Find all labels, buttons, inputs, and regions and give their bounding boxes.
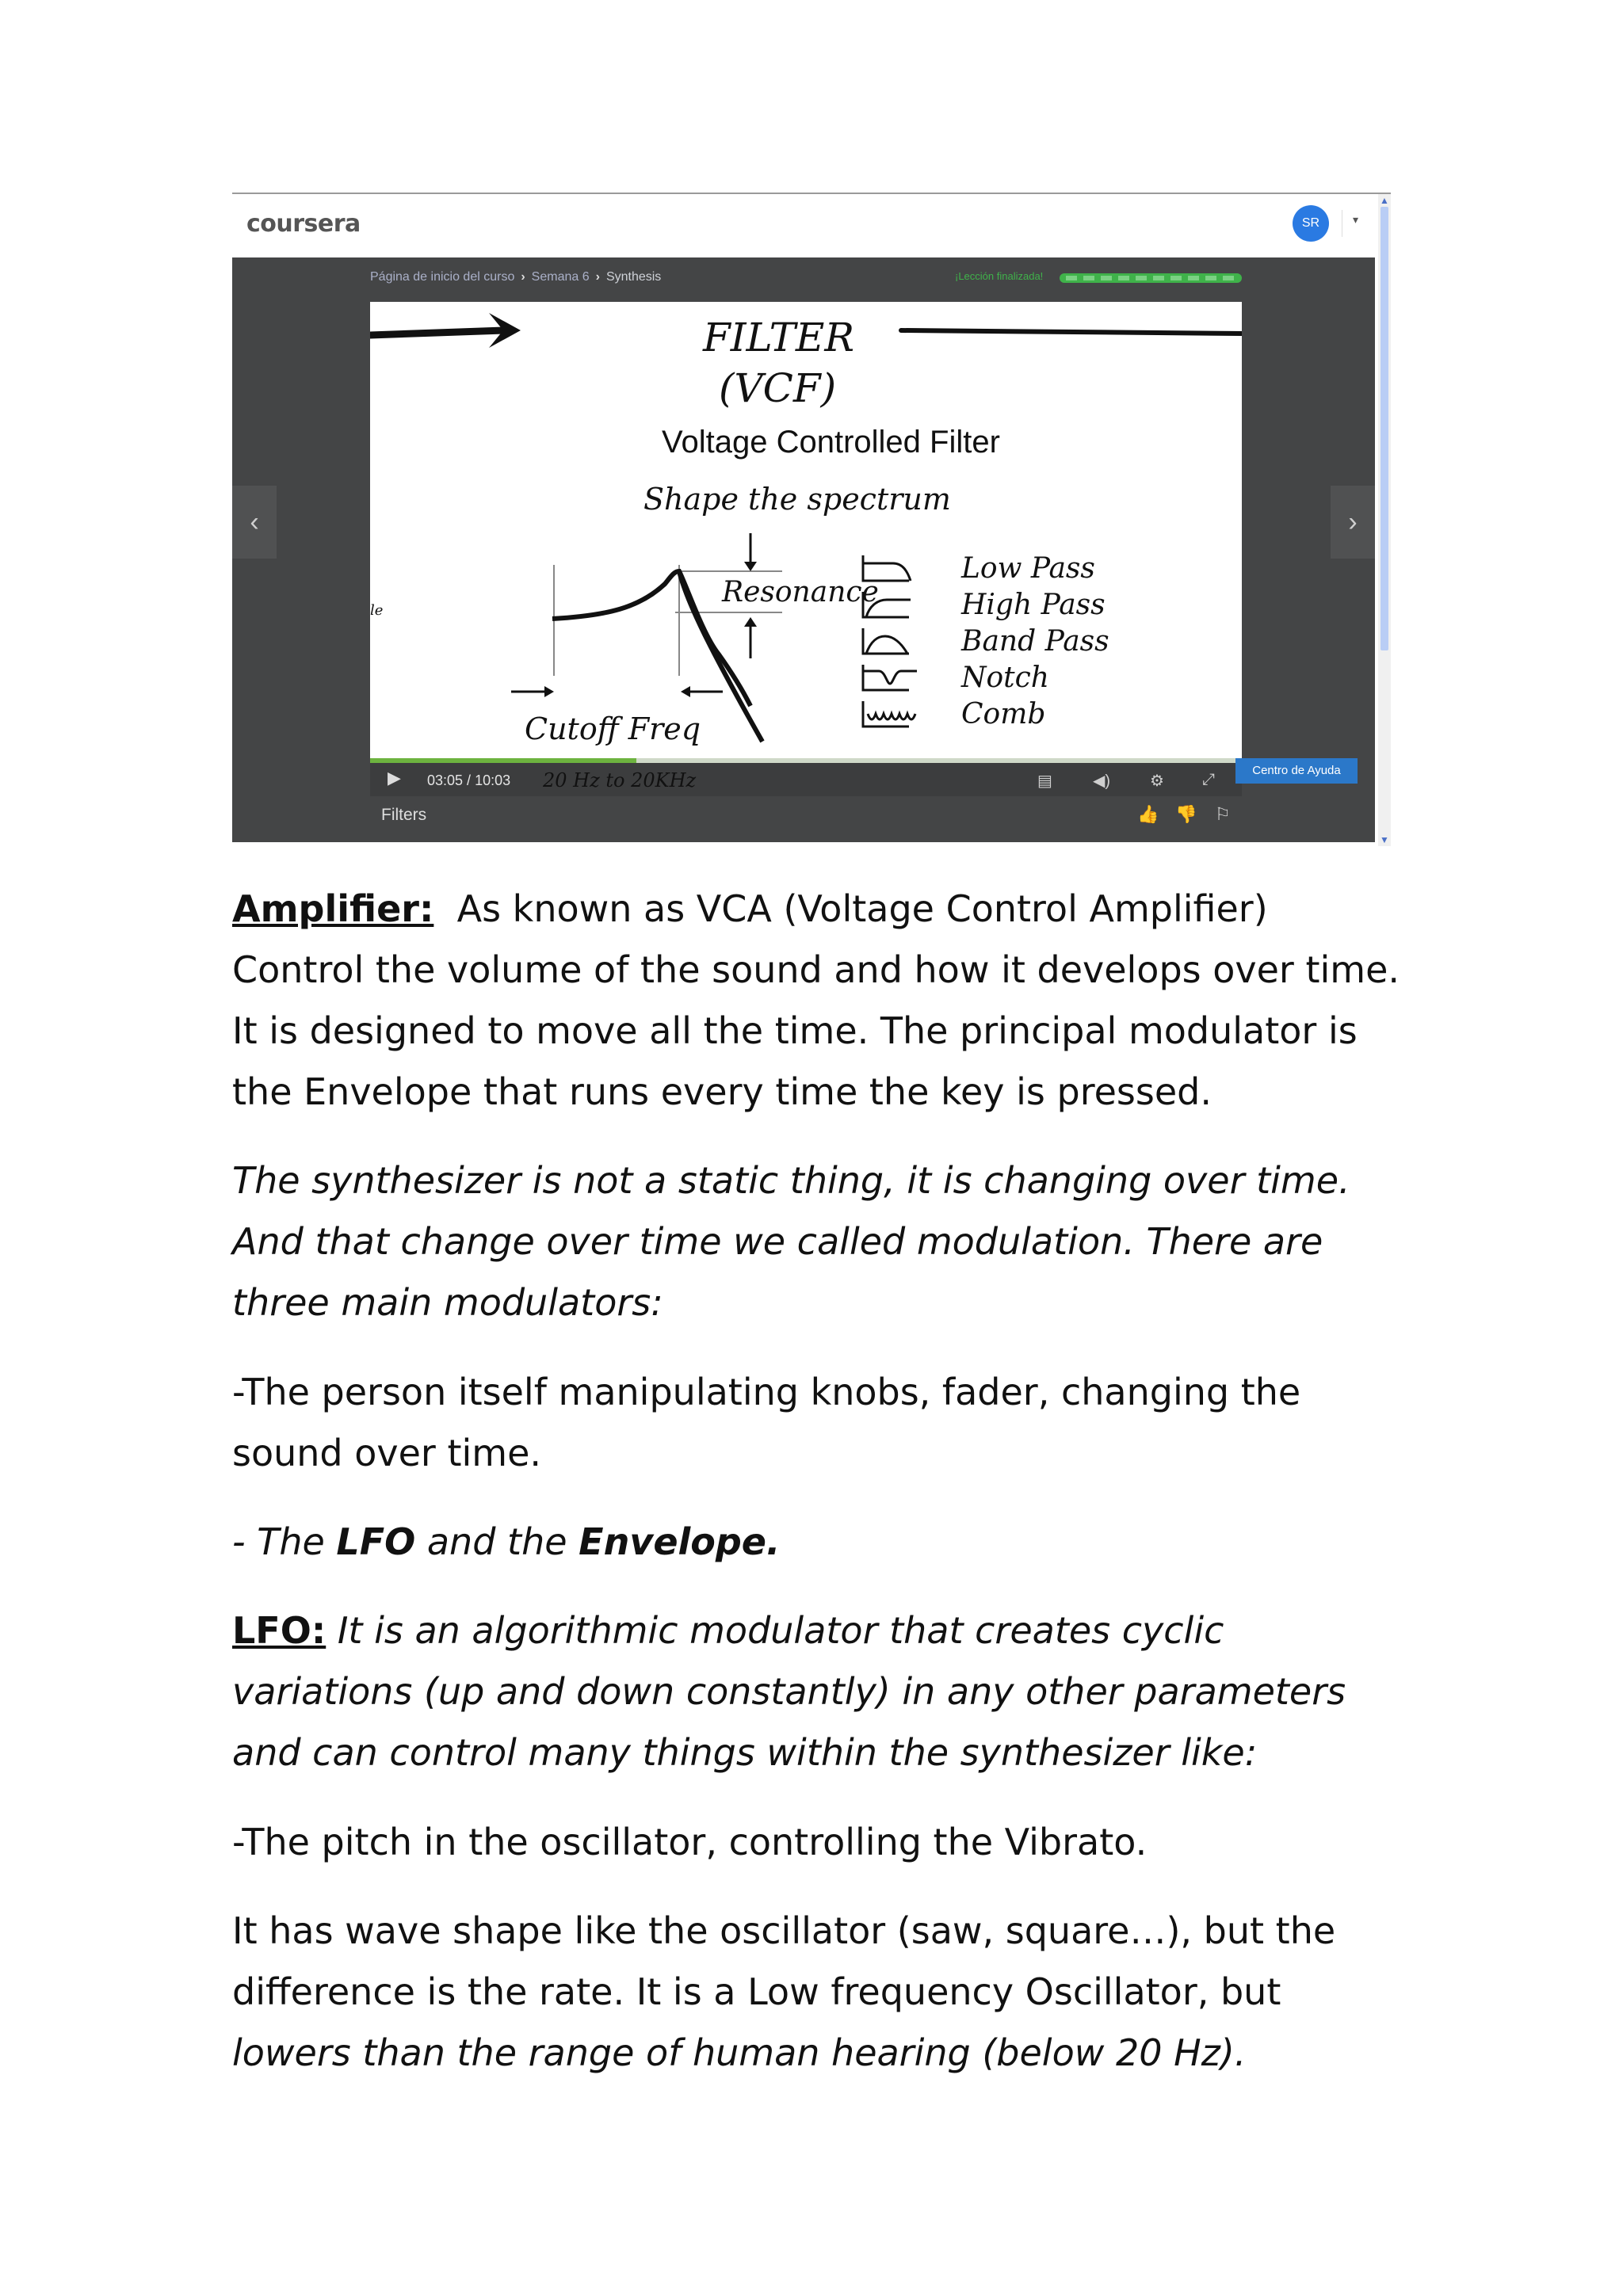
rate-paragraph [232, 1901, 1405, 2084]
fullscreen-icon[interactable]: ⤢ [1202, 771, 1215, 788]
modulator-person-paragraph: -The person itself manipulating knobs, fader, changing the sound over time. [232, 1371, 1301, 1474]
thumbs-down-icon[interactable]: 👎 [1175, 804, 1197, 824]
video-player-area [232, 257, 1375, 842]
lfo-heading: LFO: [232, 1609, 327, 1652]
lfo-term: LFO [336, 1520, 416, 1563]
filter-type-band-pass: Band Pass [961, 625, 1109, 658]
amplifier-heading: Amplifier: [232, 887, 434, 930]
current-time: 03:05 [427, 772, 464, 788]
video-frame[interactable] [370, 302, 1242, 763]
range-label-overlay [543, 769, 725, 790]
help-center-button[interactable]: Centro de Ayuda [1235, 758, 1358, 784]
flag-icon[interactable]: ⚐ [1215, 804, 1231, 824]
lfo-envelope-joiner: and the [415, 1520, 579, 1563]
settings-gear-icon[interactable]: ⚙ [1150, 772, 1164, 790]
board-title-line1: FILTER [703, 315, 855, 360]
scrollbar[interactable] [1378, 194, 1391, 846]
lfo-paragraph [232, 1600, 1405, 1783]
board-title-line2: (VCF) [719, 365, 837, 411]
resonance-label: Resonance [722, 576, 879, 608]
filter-type-high-pass: High Pass [961, 589, 1106, 621]
lesson-status: ¡Lección finalizada! [955, 270, 1044, 282]
amplifier-paragraph [232, 879, 1411, 1123]
chevron-right-icon: › [521, 270, 525, 284]
scroll-up-icon[interactable]: ▲ [1380, 195, 1389, 206]
board-subtitle: Voltage Controlled Filter [662, 425, 1000, 460]
video-time: 03:05 / 10:03 [427, 772, 511, 788]
lfo-envelope-prefix: - The [232, 1520, 337, 1563]
breadcrumb-current: Synthesis [605, 270, 662, 284]
rate-text: It has wave shape like the oscillator (saw, square…), but the difference is the rate. It is a Low frequency Oscillator, but [232, 1909, 1336, 2013]
coursera-logo[interactable]: coursera [246, 210, 361, 238]
left-edge-text: le [370, 602, 384, 619]
breadcrumb-course-home[interactable]: Página de inicio del curso [370, 270, 515, 284]
video-controls [370, 763, 1242, 796]
next-item-button[interactable]: › [1331, 486, 1375, 559]
video-title: Filters [381, 806, 427, 824]
volume-icon[interactable]: ◀) [1093, 772, 1111, 790]
envelope-term: Envelope. [579, 1520, 781, 1563]
chevron-down-icon[interactable]: ▾ [1353, 213, 1359, 226]
previous-item-button[interactable]: ‹ [232, 486, 277, 559]
breadcrumb [370, 270, 661, 284]
filter-type-comb: Comb [961, 698, 1046, 730]
chevron-right-icon: › [595, 270, 600, 284]
subtitles-icon[interactable]: ▤ [1037, 772, 1052, 790]
user-avatar[interactable]: SR [1293, 205, 1329, 242]
filter-type-low-pass: Low Pass [961, 552, 1095, 585]
rate-text-italic: lowers than the range of human hearing (below 20 Hz). [232, 2031, 1247, 2074]
amplifier-text: As known as VCA (Voltage Control Amplifier) Control the volume of the sound and how it develops over time. It is designed to move all the time. The principal modulator is the Envelope that runs every time the key is pressed. [232, 887, 1411, 1113]
lfo-text: It is an algorithmic modulator that creates cyclic variations (up and down constantly) in any other parameters and can control many things within the synthesizer like: [232, 1609, 1346, 1774]
thumbs-up-icon[interactable]: 👍 [1137, 804, 1159, 824]
lesson-progress-bar [1060, 273, 1242, 283]
course-screenshot [232, 193, 1391, 845]
range-label: 20 Hz to 20KHz [543, 769, 697, 790]
board-caption: Shape the spectrum [643, 482, 951, 517]
play-icon[interactable]: ▶ [388, 768, 401, 788]
cutoff-label: Cutoff Freq [525, 711, 701, 746]
lfo-envelope-line [232, 1512, 1405, 1573]
scroll-down-icon[interactable]: ▼ [1380, 834, 1389, 845]
filter-type-notch: Notch [961, 662, 1049, 694]
whiteboard-drawing [370, 302, 1242, 763]
breadcrumb-week[interactable]: Semana 6 [531, 270, 590, 284]
scrollbar-thumb[interactable] [1381, 207, 1388, 650]
modulation-paragraph: The synthesizer is not a static thing, it is changing over time. And that change over time we called modulation. There are three main modulators: [232, 1159, 1350, 1324]
coursera-header [232, 194, 1375, 257]
total-time: 10:03 [475, 772, 511, 788]
vibrato-paragraph: -The pitch in the oscillator, controlling the Vibrato. [232, 1821, 1148, 1863]
